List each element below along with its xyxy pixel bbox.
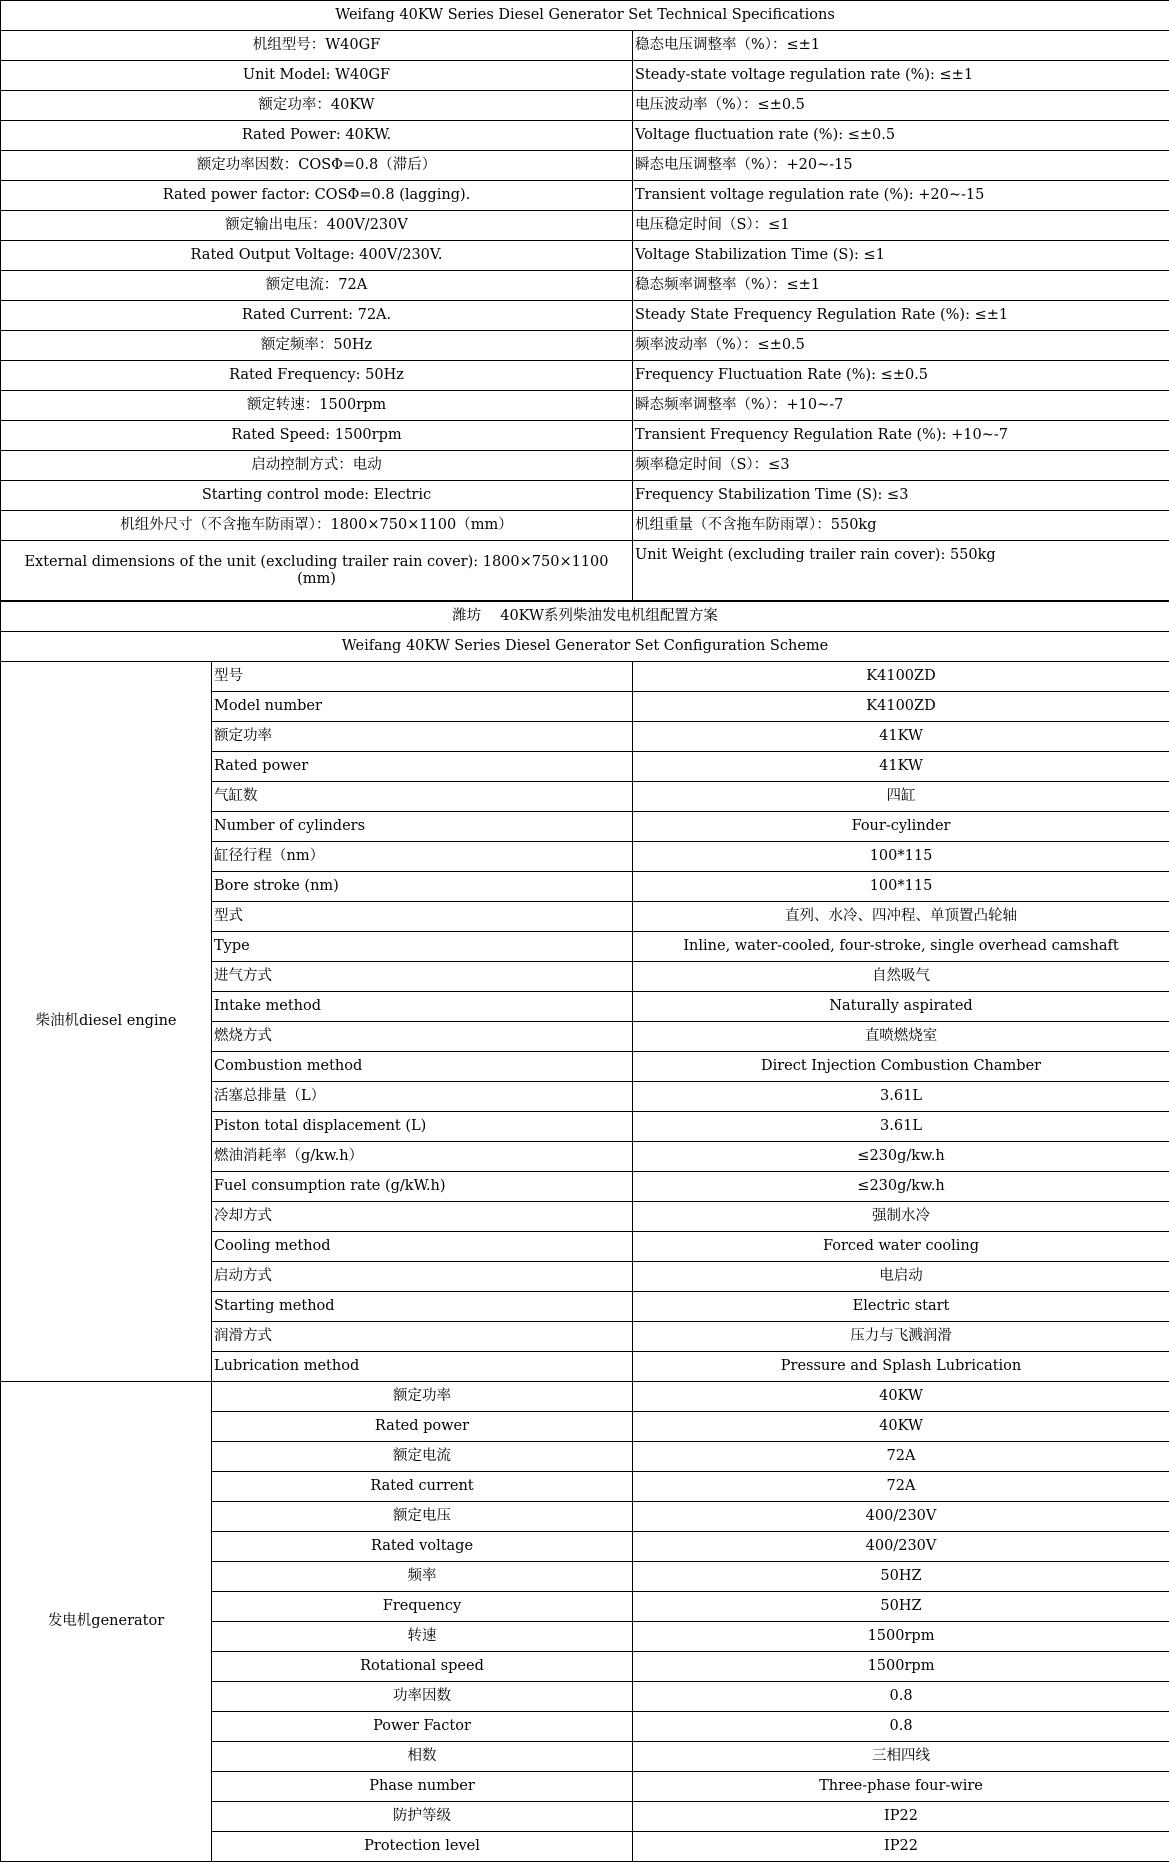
- spec-left-cell: Rated Speed: 1500rpm: [1, 421, 633, 451]
- spec-left-cell: Rated Power: 40KW.: [1, 121, 633, 151]
- param-name-cell: Combustion method: [212, 1052, 633, 1082]
- param-name-cell: Number of cylinders: [212, 812, 633, 842]
- param-name-cell: 缸径行程（nm）: [212, 842, 633, 872]
- spec-left-cell: Rated Frequency: 50Hz: [1, 361, 633, 391]
- spec-right-cell: Frequency Stabilization Time (S): ≤3: [633, 481, 1169, 511]
- spec-left-cell: 启动控制方式：电动: [1, 451, 633, 481]
- spec-row: [1, 181, 1169, 211]
- param-name-cell: 型式: [212, 902, 633, 932]
- param-value-cell: Pressure and Splash Lubrication: [633, 1352, 1169, 1382]
- config-table-body: [1, 602, 1169, 1862]
- param-name-cell: Frequency: [212, 1592, 633, 1622]
- param-name-cell: Rated power: [212, 1412, 633, 1442]
- spec-row: [1, 391, 1169, 421]
- param-value-cell: 40KW: [633, 1412, 1169, 1442]
- param-name-cell: Type: [212, 932, 633, 962]
- param-name-cell: 额定功率: [212, 722, 633, 752]
- spec-right-cell: Unit Weight (excluding trailer rain cover): 550kg: [633, 541, 1169, 601]
- param-value-cell: 50HZ: [633, 1592, 1169, 1622]
- spec-row: [1, 91, 1169, 121]
- param-name-cell: 型号: [212, 662, 633, 692]
- spec-right-cell: Transient Frequency Regulation Rate (%): +10~-7: [633, 421, 1169, 451]
- param-name-cell: Rated power: [212, 752, 633, 782]
- engine-group-label: 柴油机diesel engine: [1, 662, 212, 1382]
- spec-right-cell: Steady State Frequency Regulation Rate (%): ≤±1: [633, 301, 1169, 331]
- spec-right-cell: Frequency Fluctuation Rate (%): ≤±0.5: [633, 361, 1169, 391]
- param-name-cell: 启动方式: [212, 1262, 633, 1292]
- spec-row: [1, 151, 1169, 181]
- param-name-cell: 额定电压: [212, 1502, 633, 1532]
- param-value-cell: 41KW: [633, 752, 1169, 782]
- spec-row: [1, 331, 1169, 361]
- param-name-cell: 燃油消耗率（g/kw.h）: [212, 1142, 633, 1172]
- spec-right-cell: Transient voltage regulation rate (%): +20~-15: [633, 181, 1169, 211]
- spec-left-cell: Rated power factor: COSΦ=0.8 (lagging).: [1, 181, 633, 211]
- spec-right-cell: 电压波动率（%）：≤±0.5: [633, 91, 1169, 121]
- spec-right-cell: 频率稳定时间（S）：≤3: [633, 451, 1169, 481]
- param-value-cell: 72A: [633, 1472, 1169, 1502]
- param-value-cell: 三相四线: [633, 1742, 1169, 1772]
- config-row: [1, 1382, 1169, 1412]
- param-value-cell: 3.61L: [633, 1112, 1169, 1142]
- param-name-cell: Rated voltage: [212, 1532, 633, 1562]
- spec-left-cell: 额定电流：72A: [1, 271, 633, 301]
- param-name-cell: 相数: [212, 1742, 633, 1772]
- param-name-cell: 燃烧方式: [212, 1022, 633, 1052]
- param-value-cell: 100*115: [633, 842, 1169, 872]
- spec-right-cell: 电压稳定时间（S）：≤1: [633, 211, 1169, 241]
- param-name-cell: 进气方式: [212, 962, 633, 992]
- param-value-cell: 0.8: [633, 1712, 1169, 1742]
- spec-row: [1, 61, 1169, 91]
- param-value-cell: Forced water cooling: [633, 1232, 1169, 1262]
- spec-row: [1, 121, 1169, 151]
- param-name-cell: 润滑方式: [212, 1322, 633, 1352]
- param-name-cell: Cooling method: [212, 1232, 633, 1262]
- param-name-cell: Fuel consumption rate (g/kW.h): [212, 1172, 633, 1202]
- param-value-cell: 72A: [633, 1442, 1169, 1472]
- spec-left-cell: 机组外尺寸（不含拖车防雨罩）：1800×750×1100（mm）: [1, 511, 633, 541]
- spec-row: [1, 451, 1169, 481]
- param-name-cell: 额定功率: [212, 1382, 633, 1412]
- spec-row: [1, 541, 1169, 601]
- param-name-cell: 防护等级: [212, 1802, 633, 1832]
- param-name-cell: 额定电流: [212, 1442, 633, 1472]
- param-name-cell: 冷却方式: [212, 1202, 633, 1232]
- generator-group-label: 发电机generator: [1, 1382, 212, 1862]
- param-value-cell: 压力与飞溅润滑: [633, 1322, 1169, 1352]
- param-value-cell: Naturally aspirated: [633, 992, 1169, 1022]
- param-value-cell: 40KW: [633, 1382, 1169, 1412]
- spec-table-body: [1, 1, 1169, 601]
- param-value-cell: 50HZ: [633, 1562, 1169, 1592]
- spec-left-cell: 额定输出电压：400V/230V: [1, 211, 633, 241]
- config-title-en: Weifang 40KW Series Diesel Generator Set Configuration Scheme: [1, 632, 1169, 662]
- param-value-cell: 电启动: [633, 1262, 1169, 1292]
- param-value-cell: K4100ZD: [633, 662, 1169, 692]
- param-value-cell: 400/230V: [633, 1502, 1169, 1532]
- param-value-cell: 直列、水冷、四冲程、单顶置凸轮轴: [633, 902, 1169, 932]
- spec-row: [1, 511, 1169, 541]
- spec-title: Weifang 40KW Series Diesel Generator Set Technical Specifications: [1, 1, 1169, 31]
- spec-row: [1, 481, 1169, 511]
- param-value-cell: Three-phase four-wire: [633, 1772, 1169, 1802]
- param-value-cell: 1500rpm: [633, 1652, 1169, 1682]
- spec-right-cell: Steady-state voltage regulation rate (%): ≤±1: [633, 61, 1169, 91]
- spec-right-cell: Voltage fluctuation rate (%): ≤±0.5: [633, 121, 1169, 151]
- spec-left-cell: 机组型号：W40GF: [1, 31, 633, 61]
- param-name-cell: Starting method: [212, 1292, 633, 1322]
- param-name-cell: 气缸数: [212, 782, 633, 812]
- param-name-cell: Rotational speed: [212, 1652, 633, 1682]
- config-title-cn: 潍坊 40KW系列柴油发电机组配置方案: [1, 602, 1169, 632]
- spec-left-cell: 额定功率因数：COSΦ=0.8（滞后）: [1, 151, 633, 181]
- param-name-cell: Lubrication method: [212, 1352, 633, 1382]
- spec-row: [1, 241, 1169, 271]
- spec-left-cell: Unit Model: W40GF: [1, 61, 633, 91]
- spec-left-cell: External dimensions of the unit (excluding trailer rain cover): 1800×750×1100 (mm): [1, 541, 633, 601]
- spec-row: [1, 301, 1169, 331]
- param-name-cell: Intake method: [212, 992, 633, 1022]
- spec-right-cell: 稳态频率调整率（%）：≤±1: [633, 271, 1169, 301]
- param-value-cell: 直喷燃烧室: [633, 1022, 1169, 1052]
- param-name-cell: Rated current: [212, 1472, 633, 1502]
- spec-row: [1, 211, 1169, 241]
- spec-right-cell: 稳态电压调整率（%）：≤±1: [633, 31, 1169, 61]
- param-name-cell: 功率因数: [212, 1682, 633, 1712]
- param-value-cell: K4100ZD: [633, 692, 1169, 722]
- spec-left-cell: Rated Current: 72A.: [1, 301, 633, 331]
- param-value-cell: 0.8: [633, 1682, 1169, 1712]
- param-value-cell: 1500rpm: [633, 1622, 1169, 1652]
- param-value-cell: ≤230g/kw.h: [633, 1172, 1169, 1202]
- param-value-cell: 3.61L: [633, 1082, 1169, 1112]
- config-table: [0, 601, 1169, 1862]
- param-name-cell: Piston total displacement (L): [212, 1112, 633, 1142]
- spec-left-cell: 额定转速：1500rpm: [1, 391, 633, 421]
- param-value-cell: 400/230V: [633, 1532, 1169, 1562]
- spec-right-cell: 瞬态频率调整率（%）：+10~-7: [633, 391, 1169, 421]
- param-name-cell: Model number: [212, 692, 633, 722]
- param-value-cell: IP22: [633, 1832, 1169, 1862]
- spec-left-cell: 额定功率：40KW: [1, 91, 633, 121]
- param-value-cell: 强制水冷: [633, 1202, 1169, 1232]
- config-row: [1, 662, 1169, 692]
- spec-row: [1, 31, 1169, 61]
- spec-row: [1, 361, 1169, 391]
- param-value-cell: Four-cylinder: [633, 812, 1169, 842]
- spec-right-cell: 频率波动率（%）：≤±0.5: [633, 331, 1169, 361]
- param-value-cell: IP22: [633, 1802, 1169, 1832]
- spec-right-cell: Voltage Stabilization Time (S): ≤1: [633, 241, 1169, 271]
- param-value-cell: Inline, water-cooled, four-stroke, single overhead camshaft: [633, 932, 1169, 962]
- param-value-cell: Electric start: [633, 1292, 1169, 1322]
- param-value-cell: Direct Injection Combustion Chamber: [633, 1052, 1169, 1082]
- spec-row: [1, 271, 1169, 301]
- param-value-cell: ≤230g/kw.h: [633, 1142, 1169, 1172]
- param-value-cell: 41KW: [633, 722, 1169, 752]
- param-name-cell: Bore stroke (nm): [212, 872, 633, 902]
- param-name-cell: Power Factor: [212, 1712, 633, 1742]
- spec-left-cell: 额定频率：50Hz: [1, 331, 633, 361]
- param-name-cell: 频率: [212, 1562, 633, 1592]
- param-name-cell: Phase number: [212, 1772, 633, 1802]
- param-name-cell: Protection level: [212, 1832, 633, 1862]
- param-value-cell: 100*115: [633, 872, 1169, 902]
- spec-left-cell: Starting control mode: Electric: [1, 481, 633, 511]
- spec-right-cell: 瞬态电压调整率（%）：+20~-15: [633, 151, 1169, 181]
- spec-table: [0, 0, 1169, 601]
- param-name-cell: 活塞总排量（L）: [212, 1082, 633, 1112]
- param-value-cell: 四缸: [633, 782, 1169, 812]
- spec-left-cell: Rated Output Voltage: 400V/230V.: [1, 241, 633, 271]
- param-value-cell: 自然吸气: [633, 962, 1169, 992]
- param-name-cell: 转速: [212, 1622, 633, 1652]
- spec-row: [1, 421, 1169, 451]
- spec-right-cell: 机组重量（不含拖车防雨罩）：550kg: [633, 511, 1169, 541]
